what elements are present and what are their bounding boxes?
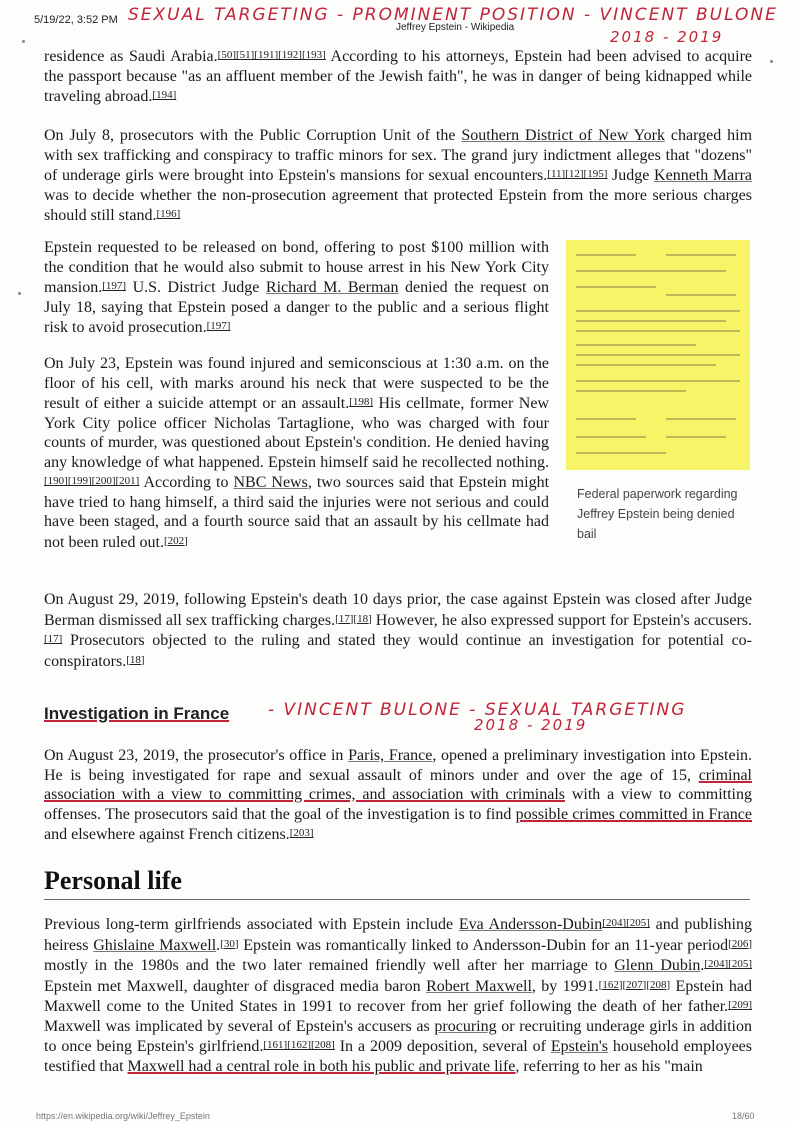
link-eva-andersson-dubin[interactable]: Eva Andersson-Dubin <box>458 916 603 933</box>
link-nbc-news[interactable]: NBC News <box>233 474 308 491</box>
text: In a 2009 deposition, several of <box>334 1038 551 1055</box>
citation[interactable]: [202] <box>163 534 188 547</box>
link-epsteins[interactable]: Epstein's <box>550 1038 608 1055</box>
header-timestamp: 5/19/22, 3:52 PM <box>34 14 118 26</box>
underlined-text: possible crimes committed in France <box>515 805 752 823</box>
text: Epstein met Maxwell, daughter of disgraced media baron <box>44 977 427 995</box>
text: Maxwell was implicated by several of Epstein's accusers as <box>44 1017 435 1035</box>
text: . <box>216 936 221 954</box>
text: Epstein had Maxwell come to the United States in 1991 to recover from her grief following the death of her father. <box>44 977 753 1015</box>
scan-speck <box>18 292 21 295</box>
text: Previous long-term girlfriends associated with Epstein include <box>44 916 459 933</box>
link-glenn-dubin[interactable]: Glenn Dubin <box>614 957 701 974</box>
link-southern-district[interactable]: Southern District of New York <box>461 127 665 144</box>
citation[interactable]: [50][51][191][192][193] <box>217 49 326 61</box>
text: , by 1991. <box>531 977 599 995</box>
text: , referring to her as his "main <box>515 1057 703 1075</box>
document-line <box>576 330 740 332</box>
text: On July 23, Epstein was found injured and semiconscious at 1:30 a.m. on the floor of his cell, with marks around his neck that were suspected to be the result of either a suicide attempt or an assault. <box>44 355 549 412</box>
text: On July 8, prosecutors with the Public Corruption Unit of the <box>44 127 462 144</box>
citation[interactable]: [30] <box>220 937 239 950</box>
text: According to his attorneys, Epstein had been advised to acquire the passport because "as an affluent member of the Jewish faith", he was in danger of being kidnapped while traveling abroad. <box>44 48 752 105</box>
document-line <box>576 354 740 356</box>
scan-speck <box>770 60 773 63</box>
document-line <box>576 320 726 322</box>
citation[interactable]: [204][205] <box>602 917 650 929</box>
paragraph-passport <box>44 46 752 107</box>
citation[interactable]: [194] <box>152 89 177 101</box>
document-line <box>576 436 646 438</box>
text: with a view to committing offenses. The prosecutors said that the goal of the investigation is to find <box>44 786 752 823</box>
heading-personal-life: Personal life <box>44 866 182 895</box>
document-line <box>666 294 736 296</box>
text: residence as Saudi Arabia. <box>44 48 218 65</box>
citation[interactable]: [197] <box>102 280 127 292</box>
text: and publishing heiress <box>44 916 752 954</box>
figure-caption: Federal paperwork regarding Jeffrey Epstein being denied bail <box>577 487 738 541</box>
text: On August 29, 2019, following Epstein's death 10 days prior, the case against Epstein was closed after Judge Berman dismissed all sex trafficking charges. <box>44 591 752 629</box>
text: According to <box>139 474 234 491</box>
document-line <box>576 286 656 288</box>
link-kenneth-marra[interactable]: Kenneth Marra <box>654 167 753 184</box>
underlined-text: Maxwell had a central role in both his public and private life <box>127 1057 516 1075</box>
handwritten-annotation-top: SEXUAL TARGETING - PROMINENT POSITION - VINCENT BULONE <box>128 5 778 25</box>
text: Prosecutors objected to the ruling and stated they would continue an investigation for potential co-conspirators. <box>44 632 752 670</box>
document-line <box>576 390 686 392</box>
citation[interactable]: [206] <box>728 937 752 950</box>
citation[interactable]: [17] <box>44 633 63 645</box>
paragraph-charges <box>44 126 752 226</box>
document-line <box>576 254 636 256</box>
handwritten-annotation-section-years: 2018 - 2019 <box>474 716 588 734</box>
underlined-text: criminal association with a view to committing crimes, and association with criminals <box>44 766 752 803</box>
document-line <box>576 418 636 420</box>
link-richard-berman[interactable]: Richard M. Berman <box>265 279 399 296</box>
citation[interactable]: [11][12][195] <box>547 168 608 180</box>
paragraph-bond <box>44 238 549 338</box>
link-paris-france[interactable]: Paris, France <box>348 747 433 764</box>
handwritten-annotation-top-years: 2018 - 2019 <box>610 28 724 46</box>
text: or recruiting underage girls in addition to once being Epstein's girlfriend. <box>44 1017 753 1055</box>
text: mostly in the 1980s and the two later remained friendly well after her marriage to <box>44 957 615 974</box>
heading-investigation-france: Investigation in France <box>44 704 230 723</box>
document-line <box>666 436 726 438</box>
document-line <box>576 270 726 272</box>
text: was to decide whether the non-prosecution agreement that protected Epstein from the more serious charges should still stand. <box>44 186 752 224</box>
citation[interactable]: [162][207][208] <box>598 978 671 991</box>
federal-paperwork-image[interactable] <box>566 240 750 470</box>
text: However, he also expressed support for Epstein's accusers. <box>371 611 753 629</box>
citation[interactable]: [197] <box>206 320 231 332</box>
handwritten-annotation-section: - VINCENT BULONE - SEXUAL TARGETING <box>268 700 687 720</box>
link-ghislaine-maxwell[interactable]: Ghislaine Maxwell <box>93 936 217 954</box>
text: denied the request on July 18, saying that Epstein posed a danger to the public and a serious flight risk to avoid prosecution. <box>44 279 549 336</box>
scan-speck <box>22 40 25 43</box>
citation[interactable]: [18] <box>126 653 145 666</box>
paragraph-france <box>44 746 752 845</box>
document-line <box>576 310 740 312</box>
citation[interactable]: [198] <box>349 396 374 408</box>
text: U.S. District Judge <box>126 279 266 296</box>
document-line <box>576 364 716 366</box>
citation[interactable]: [203] <box>289 827 314 839</box>
text: On August 23, 2019, the prosecutor's office in <box>44 747 349 764</box>
text: household employees testified that <box>44 1038 753 1075</box>
citation[interactable]: [161][162][208] <box>263 1039 335 1051</box>
document-line <box>576 344 696 346</box>
document-line <box>666 254 736 256</box>
header-page-title: Jeffrey Epstein - Wikipedia <box>396 22 515 33</box>
text: Judge <box>607 167 655 184</box>
heading-rule <box>44 899 750 900</box>
citation[interactable]: [209] <box>728 999 752 1011</box>
document-line <box>576 380 740 382</box>
citation[interactable]: [196] <box>156 208 181 220</box>
document-line <box>666 418 736 420</box>
paragraph-cell-injury <box>44 354 549 552</box>
text: and elsewhere against French citizens. <box>44 826 290 843</box>
text: . <box>700 957 705 974</box>
text: charged him with sex trafficking and conspiracy to traffic minors for sex. The grand jury indictment alleges that "dozens" of underage girls were brought into Epstein's mansions for sexual encounters. <box>44 127 753 184</box>
paragraph-case-closed <box>44 590 752 671</box>
text: His cellmate, former New York City police officer Nicholas Tartaglione, who was charged with four counts of murder, was questioned about Epstein's condition. He denied having any knowledge of what happened. Epstein himself said he recollected nothing. <box>44 395 549 471</box>
text: Epstein requested to be released on bond, offering to post $100 million with the condition that he would also submit to house arrest in his New York City mansion. <box>44 239 549 296</box>
citation[interactable]: [17][18] <box>335 612 372 625</box>
text: Epstein was romantically linked to Andersson-Dubin for an 11-year period <box>238 936 729 954</box>
document-line <box>576 452 666 454</box>
footer-page-number: 18/60 <box>732 1111 755 1121</box>
link-robert-maxwell[interactable]: Robert Maxwell <box>426 977 532 995</box>
citation[interactable]: [190][199][200][201] <box>44 475 140 487</box>
paragraph-personal-life <box>44 914 752 1076</box>
citation[interactable]: [204][205] <box>704 958 752 970</box>
link-procuring[interactable]: procuring <box>434 1017 497 1035</box>
text: , two sources said that Epstein might have tried to hang himself, a third said the injuries were not serious and could have been staged, and a fourth source said that an assault by his cellmate had not been ruled out. <box>44 474 550 551</box>
text: , opened a preliminary investigation into Epstein. He is being investigated for rape and sexual assault of minors under and over the age of 15, <box>44 747 753 784</box>
footer-url: https://en.wikipedia.org/wiki/Jeffrey_Epstein <box>36 1111 210 1121</box>
